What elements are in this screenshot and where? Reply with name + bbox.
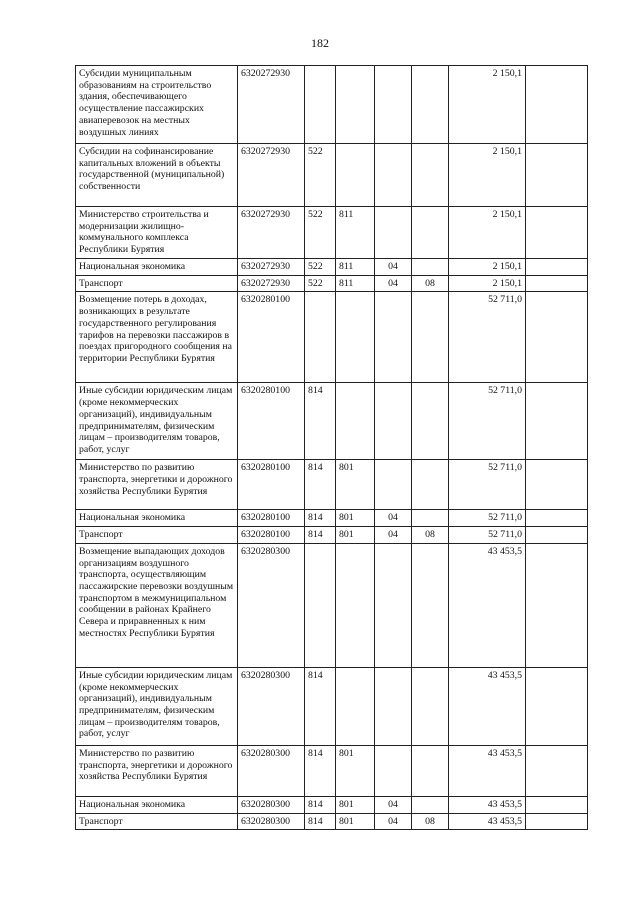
subsection-cell xyxy=(412,259,449,276)
amount-cell: 2 150,1 xyxy=(449,144,526,207)
section-cell xyxy=(375,207,412,259)
table-row xyxy=(76,667,588,745)
extra-column-cell xyxy=(526,667,588,745)
target-code-cell: 6320280100 xyxy=(238,527,305,544)
subsection-cell xyxy=(412,460,449,510)
ministry-code-cell: 801 xyxy=(336,527,375,544)
ministry-code-cell: 801 xyxy=(336,460,375,510)
amount-cell: 52 711,0 xyxy=(449,292,526,383)
amount-cell: 43 453,5 xyxy=(449,813,526,830)
subsection-cell xyxy=(412,383,449,460)
expense-type-cell xyxy=(305,543,336,667)
item-name-cell: Национальная экономика xyxy=(76,259,238,276)
ministry-code-cell xyxy=(336,292,375,383)
subsection-cell xyxy=(412,510,449,527)
ministry-code-cell xyxy=(336,144,375,207)
extra-column-cell xyxy=(526,510,588,527)
table-row xyxy=(76,144,588,207)
target-code-cell: 6320280300 xyxy=(238,796,305,813)
ministry-code-cell: 811 xyxy=(336,275,375,292)
target-code-cell: 6320280100 xyxy=(238,383,305,460)
ministry-code-cell: 811 xyxy=(336,259,375,276)
ministry-code-cell xyxy=(336,66,375,144)
section-cell xyxy=(375,66,412,144)
expense-type-cell xyxy=(305,66,336,144)
item-name-cell: Возмещение потерь в доходах, возникающих в результате государственного регулирования тарифов на перевозки пассажиров в поездах пригородного сообщения на территории Республики Бурятия xyxy=(76,292,238,383)
subsection-cell xyxy=(412,745,449,796)
extra-column-cell xyxy=(526,275,588,292)
section-cell xyxy=(375,383,412,460)
section-cell: 04 xyxy=(375,527,412,544)
table-row xyxy=(76,275,588,292)
target-code-cell: 6320272930 xyxy=(238,66,305,144)
ministry-code-cell xyxy=(336,543,375,667)
amount-cell: 2 150,1 xyxy=(449,275,526,292)
section-cell xyxy=(375,292,412,383)
subsection-cell xyxy=(412,667,449,745)
subsection-cell: 08 xyxy=(412,813,449,830)
expense-type-cell: 522 xyxy=(305,144,336,207)
extra-column-cell xyxy=(526,745,588,796)
target-code-cell: 6320272930 xyxy=(238,275,305,292)
page-number: 182 xyxy=(311,36,329,50)
target-code-cell: 6320280100 xyxy=(238,460,305,510)
item-name-cell: Министерство по развитию транспорта, энергетики и дорожного хозяйства Республики Бурятия xyxy=(76,745,238,796)
target-code-cell: 6320280100 xyxy=(238,510,305,527)
item-name-cell: Субсидии муниципальным образованиям на строительство здания, обеспечивающего осуществление пассажирских авиаперевозок на местных воздушных линиях xyxy=(76,66,238,144)
item-name-cell: Национальная экономика xyxy=(76,510,238,527)
section-cell: 04 xyxy=(375,275,412,292)
target-code-cell: 6320280300 xyxy=(238,745,305,796)
expense-type-cell: 814 xyxy=(305,796,336,813)
subsection-cell xyxy=(412,796,449,813)
table-row xyxy=(76,543,588,667)
item-name-cell: Министерство строительства и модернизации жилищно-коммунального комплекса Республики Бурятия xyxy=(76,207,238,259)
expense-type-cell: 814 xyxy=(305,813,336,830)
item-name-cell: Иные субсидии юридическим лицам (кроме некоммерческих организаций), индивидуальным предпринимателям, физическим лицам – производителям товаров, работ, услуг xyxy=(76,667,238,745)
budget-table-body xyxy=(76,66,588,830)
table-row xyxy=(76,527,588,544)
amount-cell: 52 711,0 xyxy=(449,510,526,527)
expense-type-cell: 522 xyxy=(305,259,336,276)
target-code-cell: 6320280100 xyxy=(238,292,305,383)
subsection-cell xyxy=(412,144,449,207)
expense-type-cell: 814 xyxy=(305,745,336,796)
item-name-cell: Транспорт xyxy=(76,275,238,292)
amount-cell: 43 453,5 xyxy=(449,745,526,796)
extra-column-cell xyxy=(526,796,588,813)
table-row xyxy=(76,813,588,830)
subsection-cell xyxy=(412,543,449,667)
ministry-code-cell: 801 xyxy=(336,745,375,796)
amount-cell: 2 150,1 xyxy=(449,207,526,259)
amount-cell: 52 711,0 xyxy=(449,383,526,460)
section-cell xyxy=(375,144,412,207)
extra-column-cell xyxy=(526,66,588,144)
section-cell xyxy=(375,667,412,745)
extra-column-cell xyxy=(526,292,588,383)
item-name-cell: Возмещение выпадающих доходов организациям воздушного транспорта, осуществляющим пассажирские перевозки воздушным транспортом в межмуниципальном сообщении в районах Крайнего Севера и приравненных к ним местностях Республики Бурятия xyxy=(76,543,238,667)
target-code-cell: 6320272930 xyxy=(238,259,305,276)
section-cell xyxy=(375,745,412,796)
subsection-cell xyxy=(412,292,449,383)
extra-column-cell xyxy=(526,144,588,207)
target-code-cell: 6320272930 xyxy=(238,144,305,207)
subsection-cell xyxy=(412,66,449,144)
target-code-cell: 6320280300 xyxy=(238,543,305,667)
ministry-code-cell: 801 xyxy=(336,510,375,527)
table-row xyxy=(76,745,588,796)
extra-column-cell xyxy=(526,543,588,667)
amount-cell: 43 453,5 xyxy=(449,796,526,813)
amount-cell: 52 711,0 xyxy=(449,527,526,544)
section-cell: 04 xyxy=(375,796,412,813)
table-row xyxy=(76,383,588,460)
item-name-cell: Транспорт xyxy=(76,813,238,830)
section-cell: 04 xyxy=(375,259,412,276)
item-name-cell: Иные субсидии юридическим лицам (кроме некоммерческих организаций), индивидуальным предпринимателям, физическим лицам – производителям товаров, работ, услуг xyxy=(76,383,238,460)
expense-type-cell: 814 xyxy=(305,460,336,510)
extra-column-cell xyxy=(526,383,588,460)
expense-type-cell: 814 xyxy=(305,383,336,460)
table-row xyxy=(76,259,588,276)
budget-table xyxy=(75,65,588,830)
table-row xyxy=(76,292,588,383)
expense-type-cell: 522 xyxy=(305,275,336,292)
table-row xyxy=(76,66,588,144)
item-name-cell: Субсидии на софинансирование капитальных вложений в объекты государственной (муниципальной) собственности xyxy=(76,144,238,207)
section-cell: 04 xyxy=(375,510,412,527)
amount-cell: 43 453,5 xyxy=(449,667,526,745)
table-row xyxy=(76,796,588,813)
ministry-code-cell: 801 xyxy=(336,796,375,813)
amount-cell: 2 150,1 xyxy=(449,259,526,276)
table-row xyxy=(76,510,588,527)
expense-type-cell: 814 xyxy=(305,667,336,745)
table-row xyxy=(76,207,588,259)
amount-cell: 52 711,0 xyxy=(449,460,526,510)
target-code-cell: 6320272930 xyxy=(238,207,305,259)
expense-type-cell: 814 xyxy=(305,527,336,544)
expense-type-cell: 522 xyxy=(305,207,336,259)
expense-type-cell: 814 xyxy=(305,510,336,527)
subsection-cell: 08 xyxy=(412,527,449,544)
subsection-cell: 08 xyxy=(412,275,449,292)
item-name-cell: Транспорт xyxy=(76,527,238,544)
item-name-cell: Национальная экономика xyxy=(76,796,238,813)
section-cell xyxy=(375,543,412,667)
ministry-code-cell: 801 xyxy=(336,813,375,830)
target-code-cell: 6320280300 xyxy=(238,667,305,745)
target-code-cell: 6320280300 xyxy=(238,813,305,830)
ministry-code-cell xyxy=(336,667,375,745)
subsection-cell xyxy=(412,207,449,259)
ministry-code-cell: 811 xyxy=(336,207,375,259)
ministry-code-cell xyxy=(336,383,375,460)
expense-type-cell xyxy=(305,292,336,383)
section-cell xyxy=(375,460,412,510)
extra-column-cell xyxy=(526,460,588,510)
amount-cell: 2 150,1 xyxy=(449,66,526,144)
extra-column-cell xyxy=(526,527,588,544)
extra-column-cell xyxy=(526,259,588,276)
extra-column-cell xyxy=(526,813,588,830)
table-row xyxy=(76,460,588,510)
item-name-cell: Министерство по развитию транспорта, энергетики и дорожного хозяйства Республики Бурятия xyxy=(76,460,238,510)
section-cell: 04 xyxy=(375,813,412,830)
amount-cell: 43 453,5 xyxy=(449,543,526,667)
extra-column-cell xyxy=(526,207,588,259)
